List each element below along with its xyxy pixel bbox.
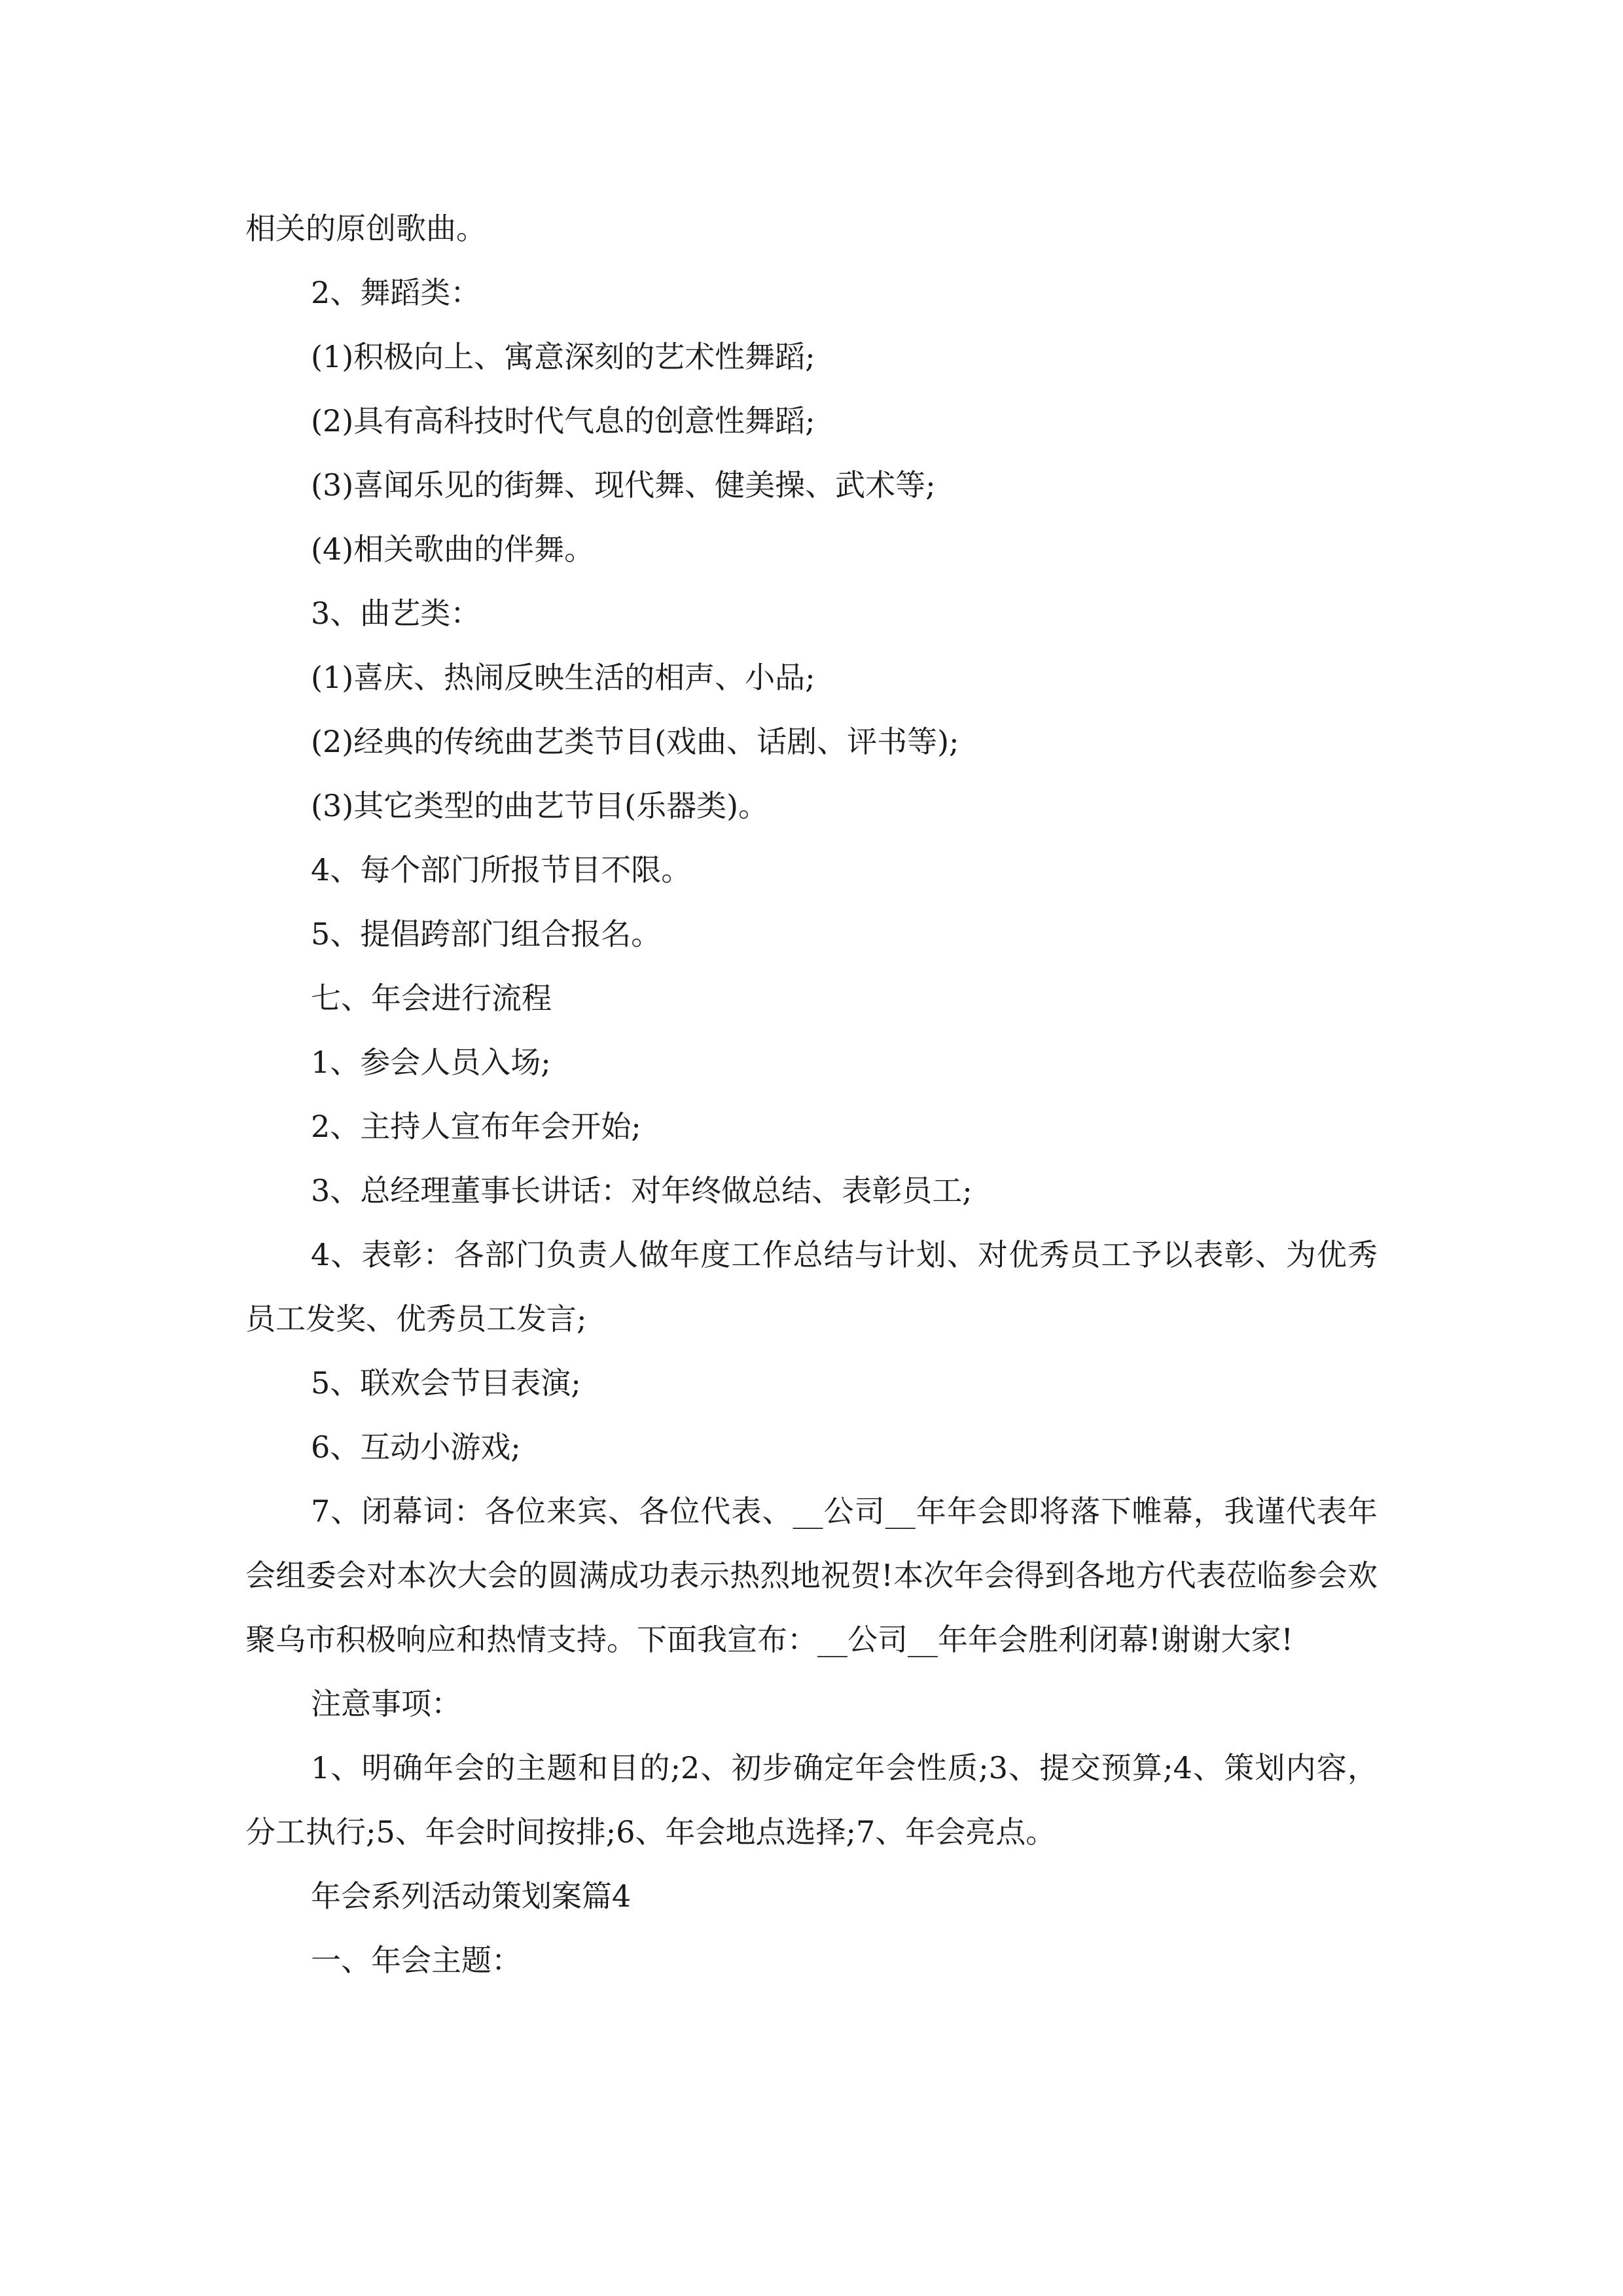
paragraph: (4)相关歌曲的伴舞。 [311,531,595,567]
paragraph: 1、参会人员入场; [311,1045,551,1080]
paragraph: 相关的原创歌曲。 [245,211,486,246]
paragraph: (1)积极向上、寓意深刻的艺术性舞蹈; [311,339,815,374]
paragraph: (3)喜闻乐见的街舞、现代舞、健美操、武术等; [311,467,936,503]
paragraph: 5、提倡跨部门组合报名。 [311,916,662,952]
paragraph: 2、舞蹈类： [311,275,481,310]
paragraph: 3、总经理董事长讲话：对年终做总结、表彰员工; [311,1173,972,1208]
paragraph: 2、主持人宣布年会开始; [311,1109,641,1144]
paragraph: 3、曲艺类： [311,596,481,631]
paragraph: (1)喜庆、热闹反映生活的相声、小品; [311,660,815,695]
paragraph: 5、联欢会节目表演; [311,1365,581,1401]
section-heading: 七、年会进行流程 [311,980,552,1016]
paragraph: (2)具有高科技时代气息的创意性舞蹈; [311,403,815,439]
paragraph: 6、互动小游戏; [311,1429,521,1465]
paragraph: (2)经典的传统曲艺类节目(戏曲、话剧、评书等); [311,724,959,759]
paragraph: 4、表彰：各部门负责人做年度工作总结与计划、对优秀员工予以表彰、为优秀员工发奖、优秀员工发言; [245,1237,1378,1336]
section-heading: 注意事项： [311,1686,461,1721]
paragraph: 1、明确年会的主题和目的;2、初步确定年会性质;3、提交预算;4、策划内容，分工执行;5、年会时间按排;6、年会地点选择;7、年会亮点。 [245,1750,1378,1850]
section-heading: 年会系列活动策划案篇4 [311,1878,632,1914]
section-heading: 一、年会主题： [311,1943,522,1978]
paragraph: 4、每个部门所报节目不限。 [311,852,692,888]
document-body [245,196,1378,1992]
paragraph: 7、闭幕词：各位来宾、各位代表、__公司__年年会即将落下帷幕，我谨代表年会组委会对本次大会的圆满成功表示热烈地祝贺!本次年会得到各地方代表莅临参会欢聚乌市积极响应和热情支持。下面我宣布：__公司__年年会胜利闭幕!谢谢大家! [245,1494,1378,1657]
paragraph: (3)其它类型的曲艺节目(乐器类)。 [311,788,769,823]
